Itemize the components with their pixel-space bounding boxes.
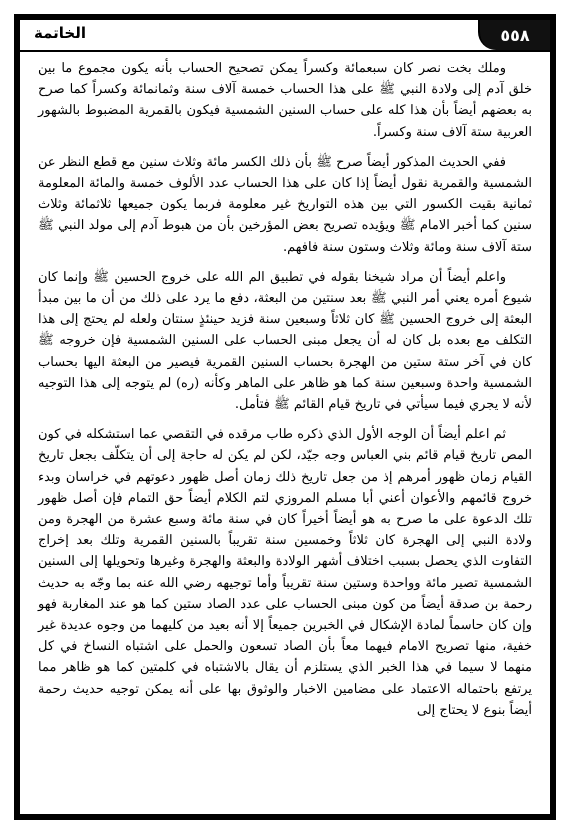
paragraph-3: واعلم أيضاً أن مراد شيخنا بقوله في تطبيق الم الله على خروج الحسين ﷺ وإنما كان شيوع أمره يعني أمر النبي ﷺ بعد سنتين من البعثة، دفع ما يرد على ذلك من أن ما بين مبدأ البعثة إلى خروج الحسين ﷺ كان ثلاثاً وسبعين سنة فزيد حينئذٍ سنتان ولعله لم يحتج إلى هذا التكلف مع بعده بل كان له أن يجعل مبنى الحساب على السنين الشمسية فإن خروجه ﷺ كان في آخر ستة ستين من الهجرة بحساب السنين القمرية فيصير من البعثة اليها بحساب الشمسية واحدة وسبعين سنة كما هو ظاهر على الماهر وكأنه (ره) لم يتوجه إلى هذا التوجيه لأنه لا يجري فيما سيأتي في تاريخ قيام القائم ﷺ فتأمل. (38, 269, 532, 413)
chapter-title: الخاتمة (34, 24, 87, 42)
paragraph-4: ثم اعلم أيضاً أن الوجه الأول الذي ذكره طاب مرقده في التقصي عما استشكله في كون المص تاريخ قيام قائم بني العباس وجه جيّد، لكن لم يكن له حاجة إلى أن يتكلّف بجعل تاريخ القيام زمان ظهور أمرهم إذ من جعل تاريخ ذلك زمان أصل ظهور دعوتهم في خراسان وبدء خروج قائمهم والأعوان أعني أبا مسلم المروزي لتم الكلام أيضاً حق التمام فإن أصل ظهور تلك الدعوة على ما صرح به هو أيضاً أخيراً كان في سنة مائة وسبع عشرة من الهجرة ومن ولادة النبي إلى الهجرة كان ثلاثاً وخمسين سنة تقريباً بالسنين القمرية وتلك بعد إخراج التفاوت الذي يحصل بسبب اختلاف أشهر الولادة والبعثة والهجرة وغيرها وتحويلها إلى السنين الشمسية تصير مائة وواحدة وستين سنة تقريباً وأما توجيهه رضي الله عنه بما وجّه به حديث رحمة بن صدقة أيضاً من كون مبنى الحساب على عدد الصاد ستين كما هو عند المغاربة فهو وإن كان حاسماً لمادة الإشكال في الخبرين جميعاً إلا أنه بعيد من كليهما من وجوه عديدة غير خفية، منها تصريح الامام فيهما معاً بأن الصاد تسعون والحمل على اشتباه النساخ في كل منهما لا سيما في هذا الخبر الذي يستلزم أن يقال بالاشتباه في كلمتين كما هو ظاهر مما يرتفع باحتماله الاعتماد على مضامين الاخبار والوثوق بها على أنه يمكن توجيه حديث رحمة أيضاً بنوع لا يحتاج إلى (38, 427, 532, 718)
page-frame (14, 14, 556, 820)
page-number: ٥٥٨ (478, 20, 550, 50)
paragraph-2: ففي الحديث المذكور أيضاً صرح ﷺ بأن ذلك الكسر مائة وثلاث سنين مع قطع النظر عن الشمسية والقمرية نقول أيضاً إذا كان على هذا الحساب عدد الألوف خمسة والمائة المعلومة ثمانية بقيت الكسور التي بين هذه التواريخ غير معلومة فربما يكون جميعها ثلاثمائة وثلاث سنين كما أخبر الامام ﷺ ويؤيده تصريح بعض المؤرخين بأن من هبوط آدم إلى مولد النبي ﷺ ستة آلاف سنة ومائة وثلاث وستون سنة فافهم. (38, 154, 532, 255)
page-header (20, 20, 550, 52)
page-body (38, 58, 532, 806)
paragraph-1: وملك بخت نصر كان سبعمائة وكسراً يمكن تصحيح الحساب بأنه يكون مجموع ما بين خلق آدم إلى ولادة النبي ﷺ على هذا الحساب خمسة آلاف سنة وثمانمائة وكسراً كما صرح به بعضهم أيضاً بأن هذا كله على حساب السنين الشمسية فيكون بالقمرية المضبوط بالشهور العربية ستة آلاف سنة وكسراً. (38, 61, 532, 140)
